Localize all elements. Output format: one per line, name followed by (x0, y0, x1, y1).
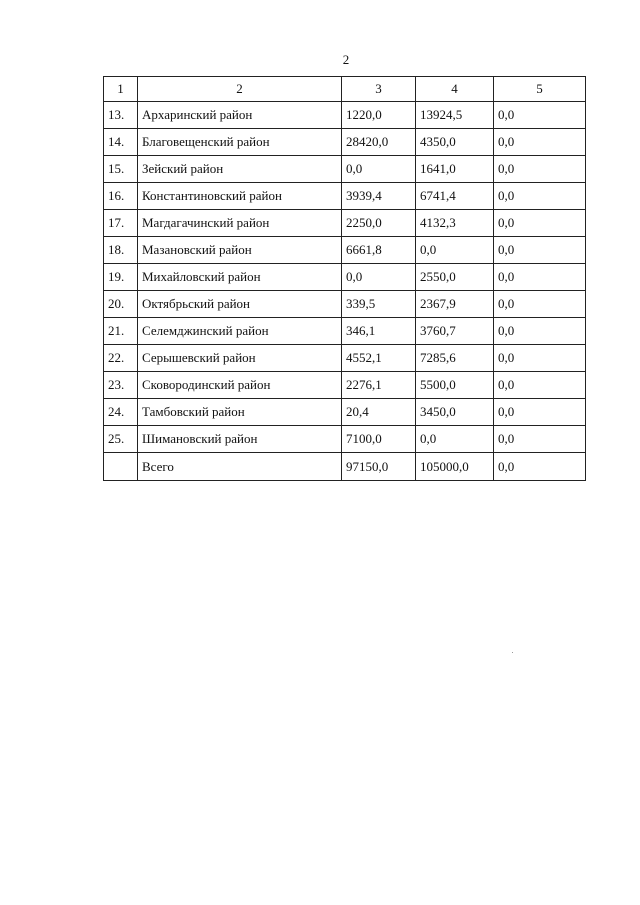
header-cell-2: 2 (138, 77, 342, 102)
table-row (104, 318, 586, 345)
value-col4-cell: 3760,7 (416, 318, 494, 345)
row-number-cell: 23. (104, 372, 138, 399)
total-row-number-cell (104, 453, 138, 481)
table-row (104, 102, 586, 129)
total-value-col5-cell: 0,0 (494, 453, 586, 481)
value-col5-cell: 0,0 (494, 210, 586, 237)
table-row (104, 345, 586, 372)
district-name-cell: Серышевский район (138, 345, 342, 372)
total-row (104, 453, 586, 481)
value-col4-cell: 6741,4 (416, 183, 494, 210)
row-number-cell: 13. (104, 102, 138, 129)
header-cell-5: 5 (494, 77, 586, 102)
scan-speck (512, 652, 513, 653)
value-col4-cell: 2367,9 (416, 291, 494, 318)
row-number-cell: 21. (104, 318, 138, 345)
value-col4-cell: 4132,3 (416, 210, 494, 237)
row-number-cell: 15. (104, 156, 138, 183)
value-col4-cell: 0,0 (416, 237, 494, 264)
value-col3-cell: 0,0 (342, 156, 416, 183)
table-row (104, 399, 586, 426)
value-col5-cell: 0,0 (494, 372, 586, 399)
total-value-col4-cell: 105000,0 (416, 453, 494, 481)
district-name-cell: Магдагачинский район (138, 210, 342, 237)
row-number-cell: 18. (104, 237, 138, 264)
value-col5-cell: 0,0 (494, 237, 586, 264)
value-col3-cell: 28420,0 (342, 129, 416, 156)
value-col4-cell: 5500,0 (416, 372, 494, 399)
value-col3-cell: 2250,0 (342, 210, 416, 237)
value-col4-cell: 3450,0 (416, 399, 494, 426)
table-row (104, 129, 586, 156)
district-name-cell: Мазановский район (138, 237, 342, 264)
value-col3-cell: 1220,0 (342, 102, 416, 129)
district-name-cell: Константиновский район (138, 183, 342, 210)
value-col3-cell: 346,1 (342, 318, 416, 345)
value-col5-cell: 0,0 (494, 102, 586, 129)
value-col3-cell: 4552,1 (342, 345, 416, 372)
value-col4-cell: 7285,6 (416, 345, 494, 372)
row-number-cell: 24. (104, 399, 138, 426)
value-col3-cell: 3939,4 (342, 183, 416, 210)
row-number-cell: 25. (104, 426, 138, 453)
value-col4-cell: 4350,0 (416, 129, 494, 156)
value-col5-cell: 0,0 (494, 183, 586, 210)
header-cell-3: 3 (342, 77, 416, 102)
value-col3-cell: 20,4 (342, 399, 416, 426)
value-col5-cell: 0,0 (494, 399, 586, 426)
table-row (104, 372, 586, 399)
row-number-cell: 17. (104, 210, 138, 237)
table-row (104, 183, 586, 210)
table-body (104, 102, 586, 481)
value-col5-cell: 0,0 (494, 318, 586, 345)
data-table (103, 76, 586, 481)
district-name-cell: Михайловский район (138, 264, 342, 291)
table-row (104, 210, 586, 237)
value-col3-cell: 339,5 (342, 291, 416, 318)
page-number: 2 (342, 52, 350, 67)
row-number-cell: 14. (104, 129, 138, 156)
district-name-cell: Шимановский район (138, 426, 342, 453)
table-row (104, 156, 586, 183)
value-col5-cell: 0,0 (494, 426, 586, 453)
row-number-cell: 16. (104, 183, 138, 210)
row-number-cell: 22. (104, 345, 138, 372)
value-col5-cell: 0,0 (494, 129, 586, 156)
value-col3-cell: 2276,1 (342, 372, 416, 399)
row-number-cell: 20. (104, 291, 138, 318)
value-col5-cell: 0,0 (494, 156, 586, 183)
value-col3-cell: 6661,8 (342, 237, 416, 264)
district-name-cell: Тамбовский район (138, 399, 342, 426)
table-row (104, 291, 586, 318)
table-row (104, 264, 586, 291)
header-cell-4: 4 (416, 77, 494, 102)
value-col3-cell: 7100,0 (342, 426, 416, 453)
value-col5-cell: 0,0 (494, 345, 586, 372)
value-col4-cell: 0,0 (416, 426, 494, 453)
district-name-cell: Октябрьский район (138, 291, 342, 318)
value-col3-cell: 0,0 (342, 264, 416, 291)
district-name-cell: Селемджинский район (138, 318, 342, 345)
district-name-cell: Зейский район (138, 156, 342, 183)
district-name-cell: Архаринский район (138, 102, 342, 129)
table-row (104, 237, 586, 264)
value-col4-cell: 2550,0 (416, 264, 494, 291)
table-row (104, 426, 586, 453)
row-number-cell: 19. (104, 264, 138, 291)
value-col4-cell: 1641,0 (416, 156, 494, 183)
value-col4-cell: 13924,5 (416, 102, 494, 129)
district-name-cell: Сковородинский район (138, 372, 342, 399)
header-row (104, 77, 586, 102)
value-col5-cell: 0,0 (494, 264, 586, 291)
district-name-cell: Благовещенский район (138, 129, 342, 156)
total-value-col3-cell: 97150,0 (342, 453, 416, 481)
header-cell-1: 1 (104, 77, 138, 102)
total-district-name-cell: Всего (138, 453, 342, 481)
value-col5-cell: 0,0 (494, 291, 586, 318)
